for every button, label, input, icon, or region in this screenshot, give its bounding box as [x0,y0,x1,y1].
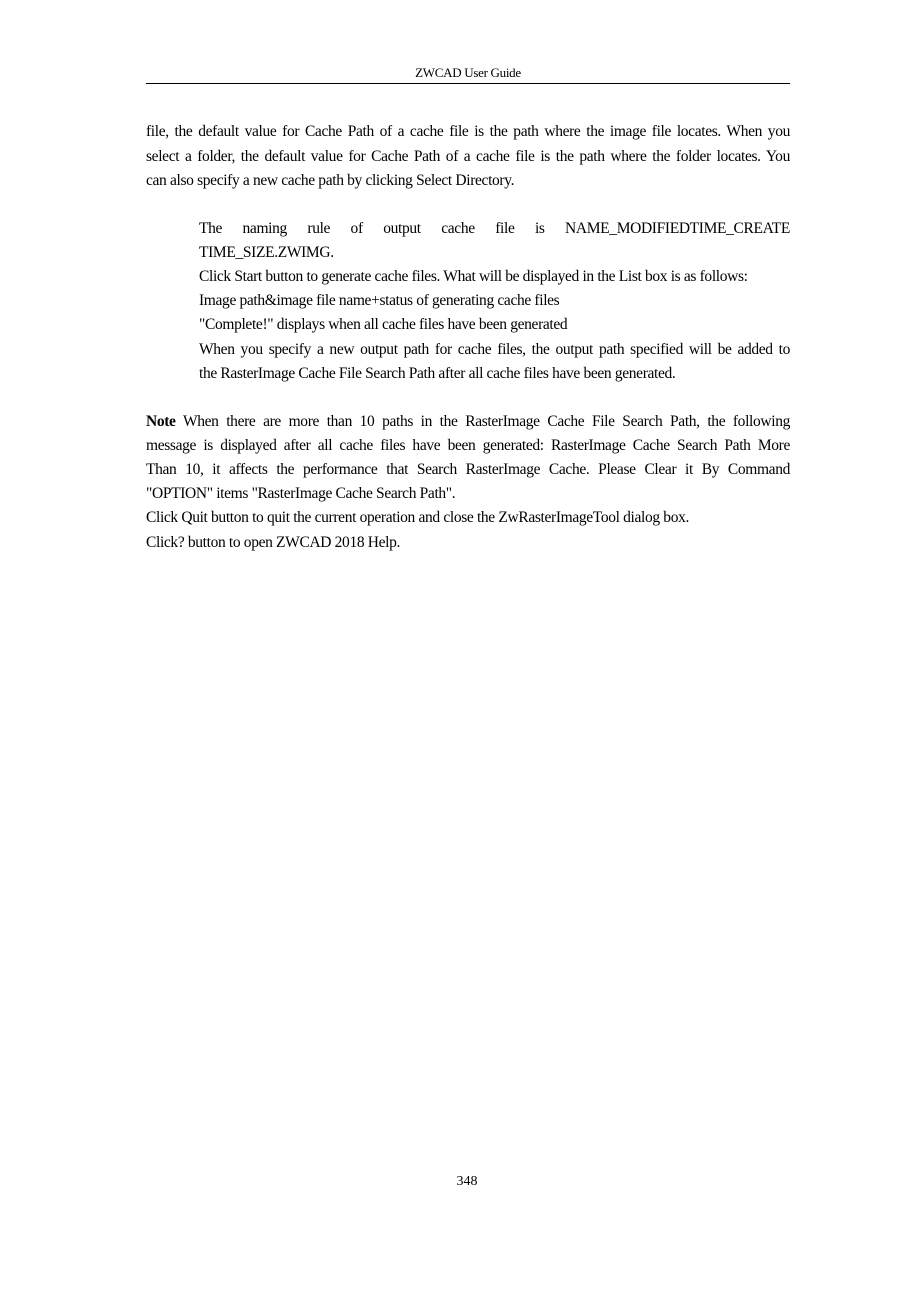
list-line: Click Start button to generate cache files. What will be displayed in the List box is as follows: [199,268,748,285]
quit-line: Click Quit button to quit the current operation and close the ZwRasterImageTool dialog box. [146,509,690,526]
intro-line: select a folder, the default value for Cache Path of a cache file is the path where the folder locates. You [146,148,790,165]
page-number: 348 [456,1174,478,1189]
running-header: ZWCAD User Guide [415,65,521,80]
note-line [146,410,790,434]
note-line: Than 10, it affects the performance that Search RasterImage Cache. Please Clear it By Command [146,461,790,478]
intro-line: file, the default value for Cache Path of a cache file is the path where the image file locates. When you [146,123,790,140]
help-line: Click? button to open ZWCAD 2018 Help. [146,534,401,551]
note-line: "OPTION" items "RasterImage Cache Search Path". [146,485,456,502]
list-line: The naming rule of output cache file is NAME_MODIFIEDTIME_CREATE [199,220,790,237]
intro-line: can also specify a new cache path by clicking Select Directory. [146,172,515,189]
note-label: Note [146,413,176,430]
list-line: TIME_SIZE.ZWIMG. [199,244,334,261]
note-line: message is displayed after all cache files have been generated: RasterImage Cache Search Path More [146,437,790,454]
list-line: When you specify a new output path for cache files, the output path specified will be added to [199,341,790,358]
list-line: the RasterImage Cache File Search Path after all cache files have been generated. [199,365,676,382]
header-rule [146,83,790,84]
list-line: Image path&image file name+status of generating cache files [199,292,560,309]
note-text: When there are more than 10 paths in the RasterImage Cache File Search Path, the following [182,413,790,430]
list-line: "Complete!" displays when all cache files have been generated [199,316,568,333]
